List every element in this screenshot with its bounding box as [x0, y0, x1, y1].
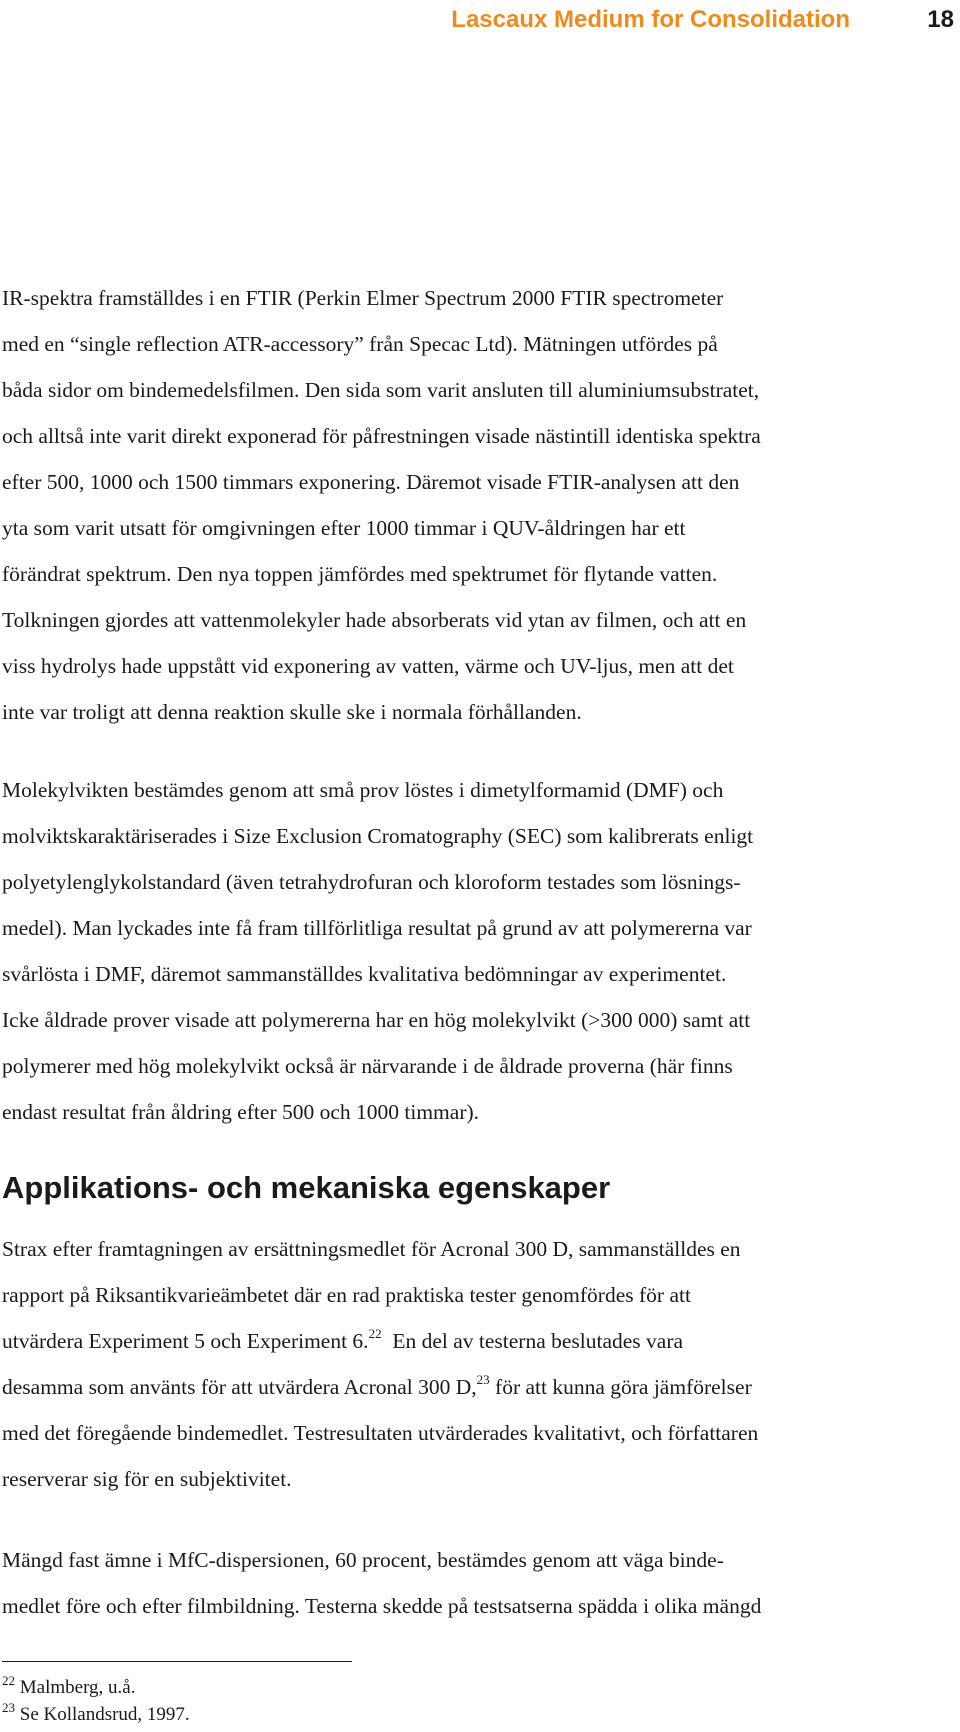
text-line — [2, 1364, 954, 1410]
text-line: polyetylenglykolstandard (även tetrahydrofuran och kloroform testades som lösnings- — [2, 870, 741, 894]
text-line: svårlösta i DMF, däremot sammanställdes kvalitativa bedömningar av experimentet. — [2, 962, 727, 986]
text-fragment: utvärdera Experiment 5 och Experiment 6. — [2, 1329, 369, 1353]
text-line: reserverar sig för en subjektivitet. — [2, 1467, 292, 1491]
paragraph-ftir — [2, 275, 954, 735]
text-line: medlet före och efter filmbildning. Testerna skedde på testsatserna spädda i olika mängd — [2, 1594, 762, 1618]
text-line: endast resultat från åldring efter 500 och 1000 timmar). — [2, 1100, 480, 1124]
text-line: Mängd fast ämne i MfC-dispersionen, 60 procent, bestämdes genom att väga binde- — [2, 1548, 724, 1572]
footnote-number: 22 — [2, 1673, 15, 1688]
text-line: molviktskaraktäriserades i Size Exclusion Cromatography (SEC) som kalibrerats enligt — [2, 824, 754, 848]
footnote-number: 23 — [2, 1700, 15, 1715]
text-fragment: för att kunna göra jämförelser — [489, 1375, 752, 1399]
text-line: yta som varit utsatt för omgivningen efter 1000 timmar i QUV-åldringen har ett — [2, 516, 686, 540]
paragraph-application-tests — [2, 1226, 954, 1502]
text-line: IR-spektra framställdes i en FTIR (Perkin Elmer Spectrum 2000 FTIR spectrometer — [2, 286, 724, 310]
text-line: med det föregående bindemedlet. Testresultaten utvärderades kvalitativt, och författaren — [2, 1421, 759, 1445]
footnote-divider — [2, 1661, 352, 1662]
footnote-22 — [2, 1673, 136, 1700]
text-line: båda sidor om bindemedelsfilmen. Den sida som varit ansluten till aluminiumsubstratet, — [2, 378, 760, 402]
text-line: efter 500, 1000 och 1500 timmars exponering. Däremot visade FTIR-analysen att den — [2, 470, 740, 494]
section-heading: Applikations- och mekaniska egenskaper — [2, 1170, 611, 1205]
footnote-23 — [2, 1700, 190, 1727]
paragraph-solid-content — [2, 1537, 954, 1629]
text-line — [2, 1318, 954, 1364]
text-fragment: En del av testerna beslutades vara — [381, 1329, 684, 1353]
text-line: och alltså inte varit direkt exponerad för påfrestningen visade nästintill identiska spektra — [2, 424, 761, 448]
paragraph-molecular-weight — [2, 767, 954, 1135]
footnote-text: Malmberg, u.å. — [15, 1677, 136, 1698]
text-line: inte var troligt att denna reaktion skulle ske i normala förhållanden. — [2, 700, 582, 724]
text-line: medel). Man lyckades inte få fram tillförlitliga resultat på grund av att polymererna var — [2, 916, 752, 940]
text-line: rapport på Riksantikvarieämbetet där en rad praktiska tester genomfördes för att — [2, 1283, 691, 1307]
running-title: Lascaux Medium for Consolidation — [451, 6, 850, 33]
text-line: med en “single reflection ATR-accessory” från Specac Ltd). Mätningen utfördes på — [2, 332, 718, 356]
text-line: förändrat spektrum. Den nya toppen jämfördes med spektrumet för flytande vatten. — [2, 562, 718, 586]
footnote-text: Se Kollandsrud, 1997. — [15, 1704, 190, 1725]
page-header — [0, 0, 960, 40]
text-line: polymerer med hög molekylvikt också är närvarande i de åldrade proverna (här finns — [2, 1054, 733, 1078]
text-fragment: desamma som använts för att utvärdera Acronal 300 D, — [2, 1375, 477, 1399]
text-line: Molekylvikten bestämdes genom att små prov löstes i dimetylformamid (DMF) och — [2, 778, 724, 802]
text-line: Strax efter framtagningen av ersättningsmedlet för Acronal 300 D, sammanställdes en — [2, 1237, 741, 1261]
page-number: 18 — [927, 6, 954, 33]
text-line: Icke åldrade prover visade att polymererna har en hög molekylvikt (>300 000) samt att — [2, 1008, 751, 1032]
text-line: viss hydrolys hade uppstått vid exponering av vatten, värme och UV-ljus, men att det — [2, 654, 734, 678]
footnote-ref-22[interactable]: 22 — [368, 1326, 382, 1341]
text-line: Tolkningen gjordes att vattenmolekyler hade absorberats vid ytan av filmen, och att en — [2, 608, 747, 632]
footnote-ref-23[interactable]: 23 — [476, 1372, 490, 1387]
